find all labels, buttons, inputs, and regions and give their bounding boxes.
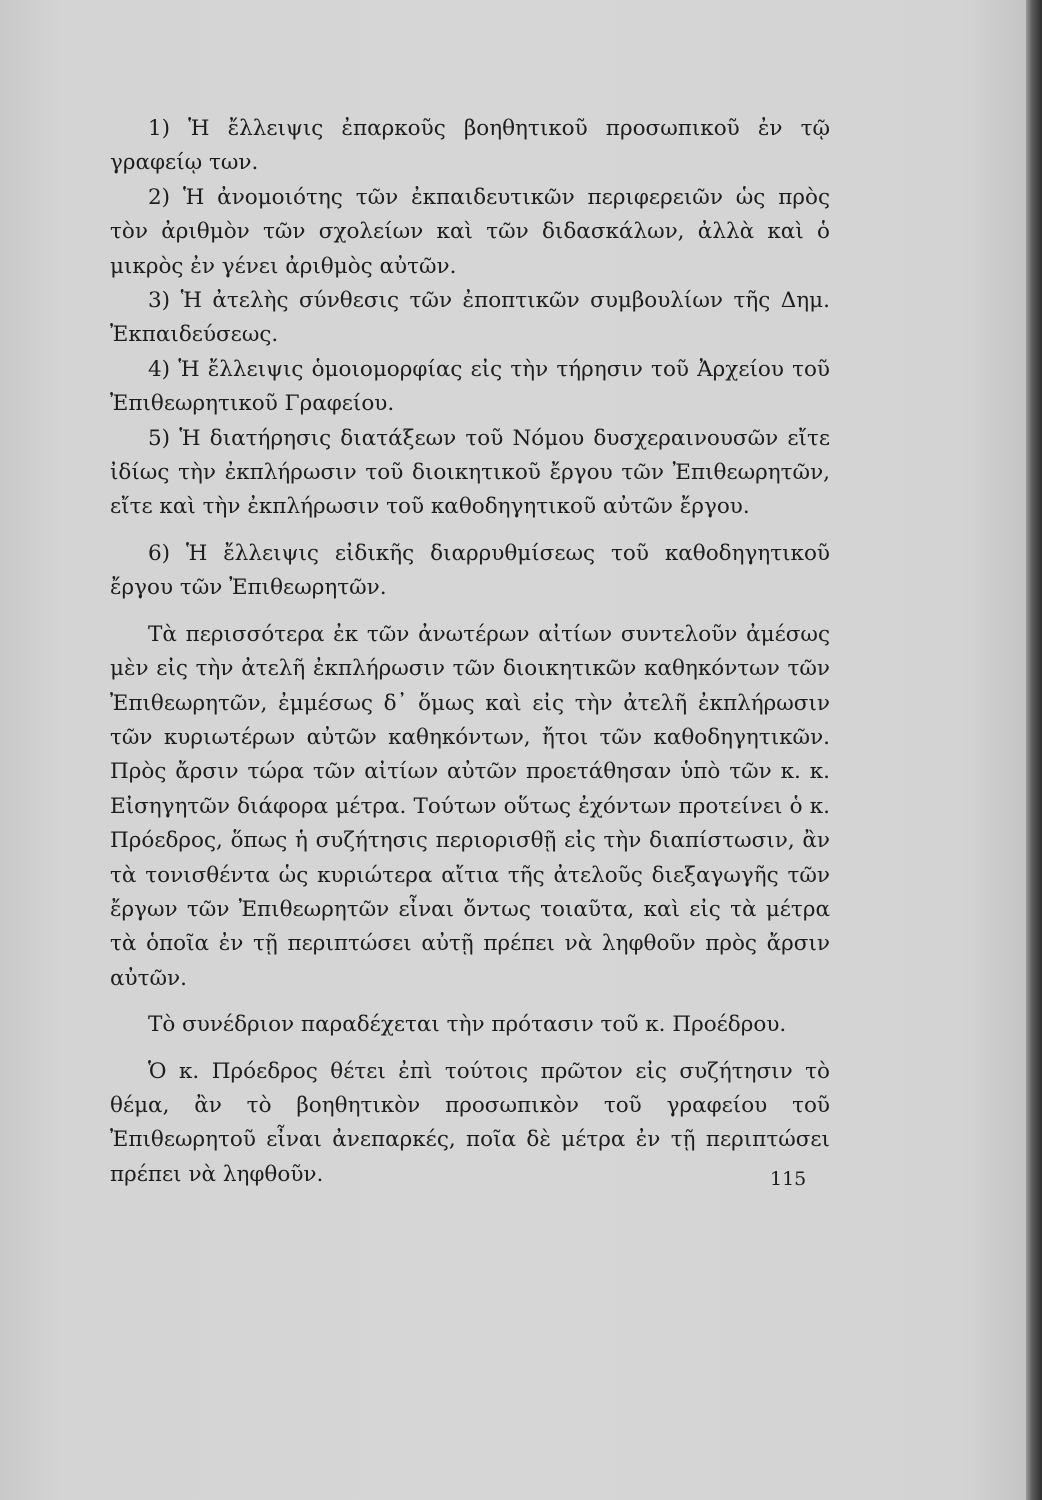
page-number: 115	[770, 1168, 807, 1190]
paragraph-2: 2) Ἡ ἀνομοιότης τῶν ἐκπαιδευτικῶν περιφερειῶν ὡς πρὸς τὸν ἀριθμὸν τῶν σχολείων καὶ τῶν διδασκάλων, ἀλλὰ καὶ ὁ μικρὸς ἐν γένει ἀριθμὸς αὐτῶν.	[110, 184, 830, 279]
paragraph-7: Τὰ περισσότερα ἐκ τῶν ἀνωτέρων αἰτίων συντελοῦν ἀμέσως μὲν εἰς τὴν ἀτελῆ ἐκπλήρωσιν τῶν διοικητικῶν καθηκόντων τῶν Ἐπιθεωρητῶν, ἐμμέσως δ᾿ ὅμως καὶ εἰς τὴν ἀτελῆ ἐκπλήρωσιν τῶν κυριωτέρων αὐτῶν καθηκόντων, ἤτοι τῶν καθοδηγητικῶν. Πρὸς ἄρσιν τώρα τῶν αἰτίων αὐτῶν προετάθησαν ὑπὸ τῶν κ. κ. Εἰσηγητῶν διάφορα μέτρα. Τούτων οὕτως ἐχόντων προτείνει ὁ κ. Πρόεδρος, ὅπως ἡ συζήτησις περιορισθῇ εἰς τὴν διαπίστωσιν, ἂν τὰ τονισθέντα ὡς κυριώτερα αἴτια τῆς ἀτελοῦς διεξαγωγῆς τῶν ἔργων τῶν Ἐπιθεωρητῶν εἶναι ὄντως τοιαῦτα, καὶ εἰς τὰ μέτρα τὰ ὁποῖα ἐν τῇ περιπτώσει αὐτῇ πρέπει νὰ ληφθοῦν πρὸς ἄρσιν αὐτῶν.	[110, 621, 830, 991]
paragraph-9: Ὁ κ. Πρόεδρος θέτει ἐπὶ τούτοις πρῶτον εἰς συζήτησιν τὸ θέμα, ἂν τὸ βοηθητικὸν προσωπικὸν τοῦ γραφείου τοῦ Ἐπιθεωρητοῦ εἶναι ἀνεπαρκές, ποῖα δὲ μέτρα ἐν τῇ περιπτώσει πρέπει νὰ ληφθοῦν.	[110, 1058, 830, 1187]
paragraph-3: 3) Ἡ ἀτελὴς σύνθεσις τῶν ἐποπτικῶν συμβουλίων τῆς Δημ. Ἐκπαιδεύσεως.	[110, 288, 830, 348]
page-edge	[1026, 0, 1042, 1500]
paragraph-5: 5) Ἡ διατήρησις διατάξεων τοῦ Νόμου δυσχεραινουσῶν εἴτε ἰδίως τὴν ἐκπλήρωσιν τοῦ διοικητικοῦ ἔργου τῶν Ἐπιθεωρητῶν, εἴτε καὶ τὴν ἐκπλήρωσιν τοῦ καθοδηγητικοῦ αὐτῶν ἔργου.	[110, 425, 830, 520]
paragraph-4: 4) Ἡ ἔλλειψις ὁμοιομορφίας εἰς τὴν τήρησιν τοῦ Ἀρχείου τοῦ Ἐπιθεωρητικοῦ Γραφείου.	[110, 356, 830, 417]
paragraph-1: 1) Ἡ ἔλλειψις ἐπαρκοῦς βοηθητικοῦ προσωπικοῦ ἐν τῷ γραφείῳ των.	[110, 116, 830, 176]
paragraph-6: 6) Ἡ ἔλλειψις εἰδικῆς διαρρυθμίσεως τοῦ καθοδηγητικοῦ ἔργου τῶν Ἐπιθεωρητῶν.	[110, 540, 830, 601]
body-text	[110, 112, 830, 1192]
paragraph-8: Τὸ συνέδριον παραδέχεται τὴν πρότασιν τοῦ κ. Προέδρου.	[148, 1012, 787, 1038]
